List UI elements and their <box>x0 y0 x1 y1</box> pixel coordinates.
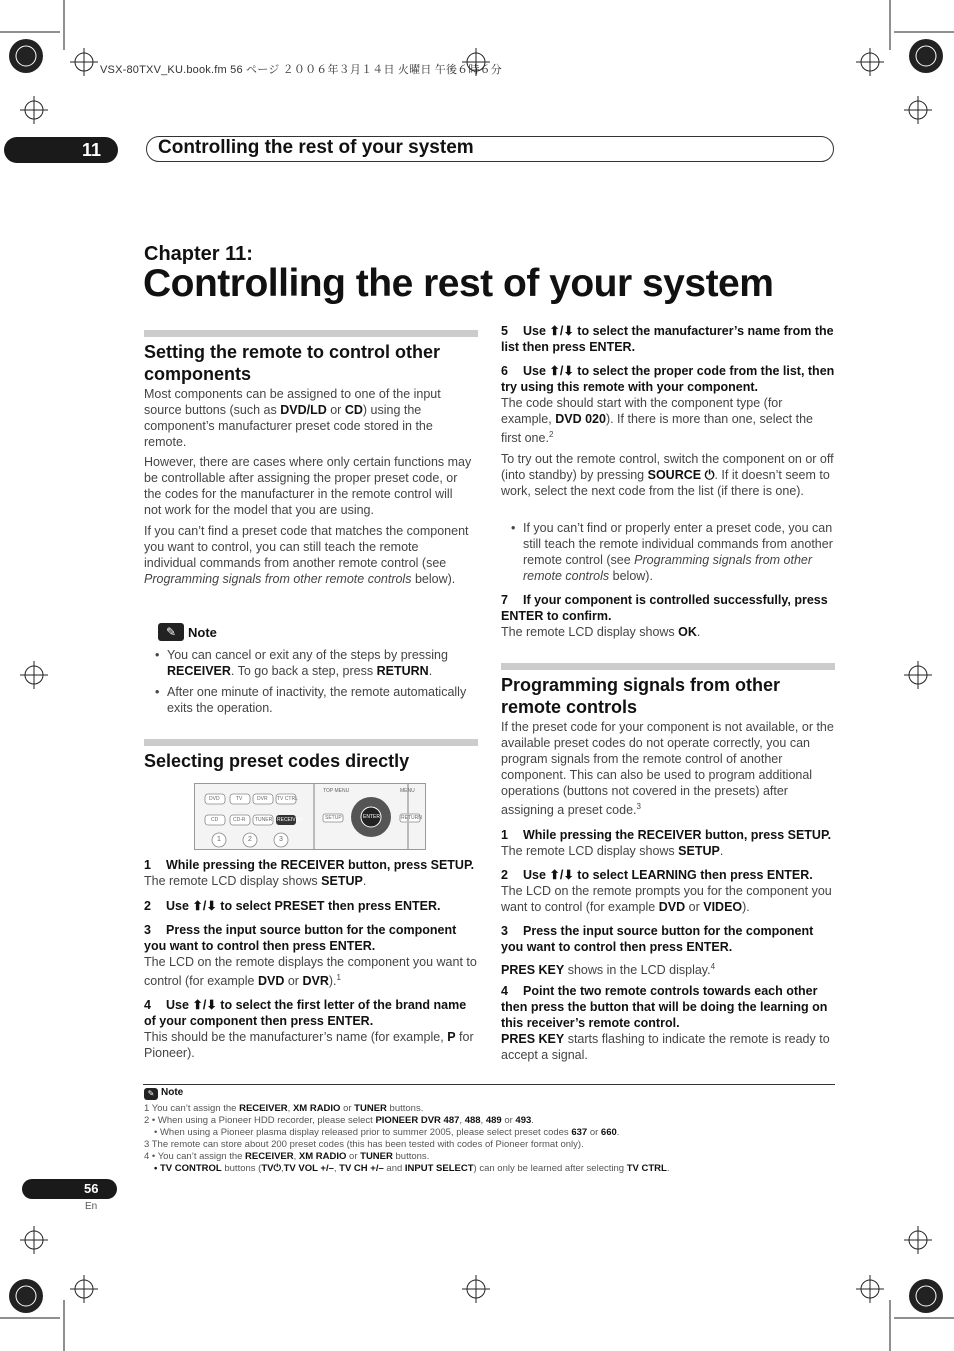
remote-button-dvd: DVD <box>209 796 220 802</box>
paragraph: To try out the remote control, switch the component on or off (into standby) by pressing SOURCE ⏻. If it doesn’t seem to work, select the next code from the list (if there is one). <box>501 452 834 498</box>
remote-button-return: RETURN <box>401 815 422 821</box>
footnote: • TV CONTROL buttons (TV⏻,TV VOL +/–, TV CH +/– and INPUT SELECT) can only be learned after selecting TV CTRL. <box>154 1163 670 1174</box>
remote-button-dvr: DVR <box>257 796 268 802</box>
step-heading: 6 Use ⬆/⬇ to select the proper code from the list, then try using this remote with your component. <box>501 364 835 394</box>
footnote-label: Note <box>161 1087 184 1098</box>
paragraph: However, there are cases where only certain functions may be controllable after assigning the proper preset code, or the codes for the manufacturer in the remote control will not work for the model that you are using. <box>144 455 472 517</box>
note-icon: ✎ <box>144 1088 158 1100</box>
step-heading: 5 Use ⬆/⬇ to select the manufacturer’s name from the list then press ENTER. <box>501 324 834 354</box>
section-title-remote-setup: Setting the remote to control other components <box>144 342 441 384</box>
step-body: The remote LCD display shows OK. <box>501 625 701 639</box>
section-rule <box>501 663 835 670</box>
list-item: • After one minute of inactivity, the remote automatically exits the operation. <box>155 685 467 715</box>
footnote: 2 • When using a Pioneer HDD recorder, please select PIONEER DVR 487, 488, 489 or 493. <box>144 1115 534 1126</box>
list-item: • You can cancel or exit any of the steps by pressing RECEIVER. To go back a step, press RETURN. <box>155 648 448 678</box>
remote-button-tvctrl: TV CTRL <box>277 796 298 802</box>
chapter-number-badge: 11 <box>4 137 118 163</box>
remote-button-receiver: RECEIVER <box>277 817 303 823</box>
section-rule <box>144 739 478 746</box>
step-body: The remote LCD display shows SETUP. <box>501 844 724 858</box>
footnote: 3 The remote can store about 200 preset codes (this has been tested with codes of Pioneer format only). <box>144 1139 584 1150</box>
remote-button-enter: ENTER <box>363 814 380 820</box>
section-rule <box>144 330 478 337</box>
step-heading: 1 While pressing the RECEIVER button, press SETUP. <box>501 828 832 842</box>
step-heading: 3 Press the input source button for the component you want to control then press ENTER. <box>144 923 457 953</box>
step-body: The remote LCD display shows SETUP. <box>144 874 367 888</box>
step-body: The LCD on the remote displays the component you want to control (for example DVD or DVR).$^1$ <box>144 955 477 989</box>
remote-key-3: 3 <box>279 836 283 843</box>
remote-control-illustration <box>194 783 426 850</box>
file-header: VSX-80TXV_KU.book.fm 56 ページ ２００６年３月１４日 火曜日 午後６時６分 <box>100 64 502 76</box>
step-heading: 2 Use ⬆/⬇ to select LEARNING then press ENTER. <box>501 868 813 882</box>
step-body: The code should start with the component type (for example, DVD 020). If there is more than one, select the first one.$^2$ <box>501 396 814 446</box>
remote-button-cd: CD <box>211 817 219 823</box>
remote-button-menu: MENU <box>400 788 415 794</box>
step-body: The LCD on the remote prompts you for the component you want to control (for example DVD or VIDEO). <box>501 884 832 914</box>
step-heading: 3 Press the input source button for the component you want to control then press ENTER. <box>501 924 814 954</box>
paragraph: Most components can be assigned to one of the input source buttons (such as DVD/LD or CD) using the component’s manufacturer preset code stored in the remote. <box>144 387 441 449</box>
footnote: 4 • You can’t assign the RECEIVER, XM RADIO or TUNER buttons. <box>144 1151 430 1162</box>
remote-key-1: 1 <box>217 836 221 843</box>
step-body: This should be the manufacturer’s name (for example, P for Pioneer). <box>144 1030 474 1060</box>
remote-button-cdr: CD-R <box>233 817 246 823</box>
step-heading: 4 Point the two remote controls towards each other then press the button that will be doing the learning on this receiver’s remote control. <box>501 984 828 1030</box>
remote-button-tv: TV <box>236 796 243 802</box>
list-item: • If you can’t find or properly enter a preset code, you can still teach the remote individual commands from another remote control (see Programming signals from other remote controls below). <box>511 521 833 583</box>
footnote: • When using a Pioneer plasma display released prior to summer 2005, please select preset codes 637 or 660. <box>154 1127 620 1138</box>
remote-button-setup: SETUP <box>325 815 342 821</box>
paragraph: If you can’t find a preset code that matches the component you want to control, you can still teach the remote individual commands from another remote control (see Programming signals from other remote controls below). <box>144 524 469 586</box>
note-label: Note <box>188 625 217 640</box>
remote-button-tuner: TUNER <box>255 817 273 823</box>
footnote: 1 You can’t assign the RECEIVER, XM RADIO or TUNER buttons. <box>144 1103 424 1114</box>
footnote-rule <box>143 1084 835 1085</box>
section-title-programming-signals: Programming signals from other remote controls <box>501 675 781 717</box>
step-body: PRES KEY shows in the LCD display.$^4$ <box>501 962 716 978</box>
paragraph: If the preset code for your component is not available, or the available preset codes do not operate correctly, you can program signals from the remote control of another component. This can also be used to program additional operations (buttons not covered in the presets) after assigning a preset code.$^3$ <box>501 720 834 818</box>
section-title-preset-codes: Selecting preset codes directly <box>144 751 410 771</box>
note-icon: ✎ <box>158 623 184 641</box>
step-heading: 1 While pressing the RECEIVER button, press SETUP. <box>144 858 475 872</box>
chapter-header-title: Controlling the rest of your system <box>158 137 474 158</box>
chapter-label: Chapter 11: <box>144 243 253 265</box>
page-language: En <box>85 1201 98 1212</box>
step-heading: 4 Use ⬆/⬇ to select the first letter of the brand name of your component then press ENTER. <box>144 998 467 1028</box>
page-number-badge: 56 <box>22 1179 117 1199</box>
page-title: Controlling the rest of your system <box>143 262 774 305</box>
remote-button-topmenu: TOP MENU <box>323 788 350 794</box>
step-body: PRES KEY starts flashing to indicate the remote is ready to accept a signal. <box>501 1032 830 1062</box>
step-heading: 2 Use ⬆/⬇ to select PRESET then press ENTER. <box>144 899 441 913</box>
remote-key-2: 2 <box>248 836 252 843</box>
step-heading: 7 If your component is controlled successfully, press ENTER to confirm. <box>501 593 828 623</box>
